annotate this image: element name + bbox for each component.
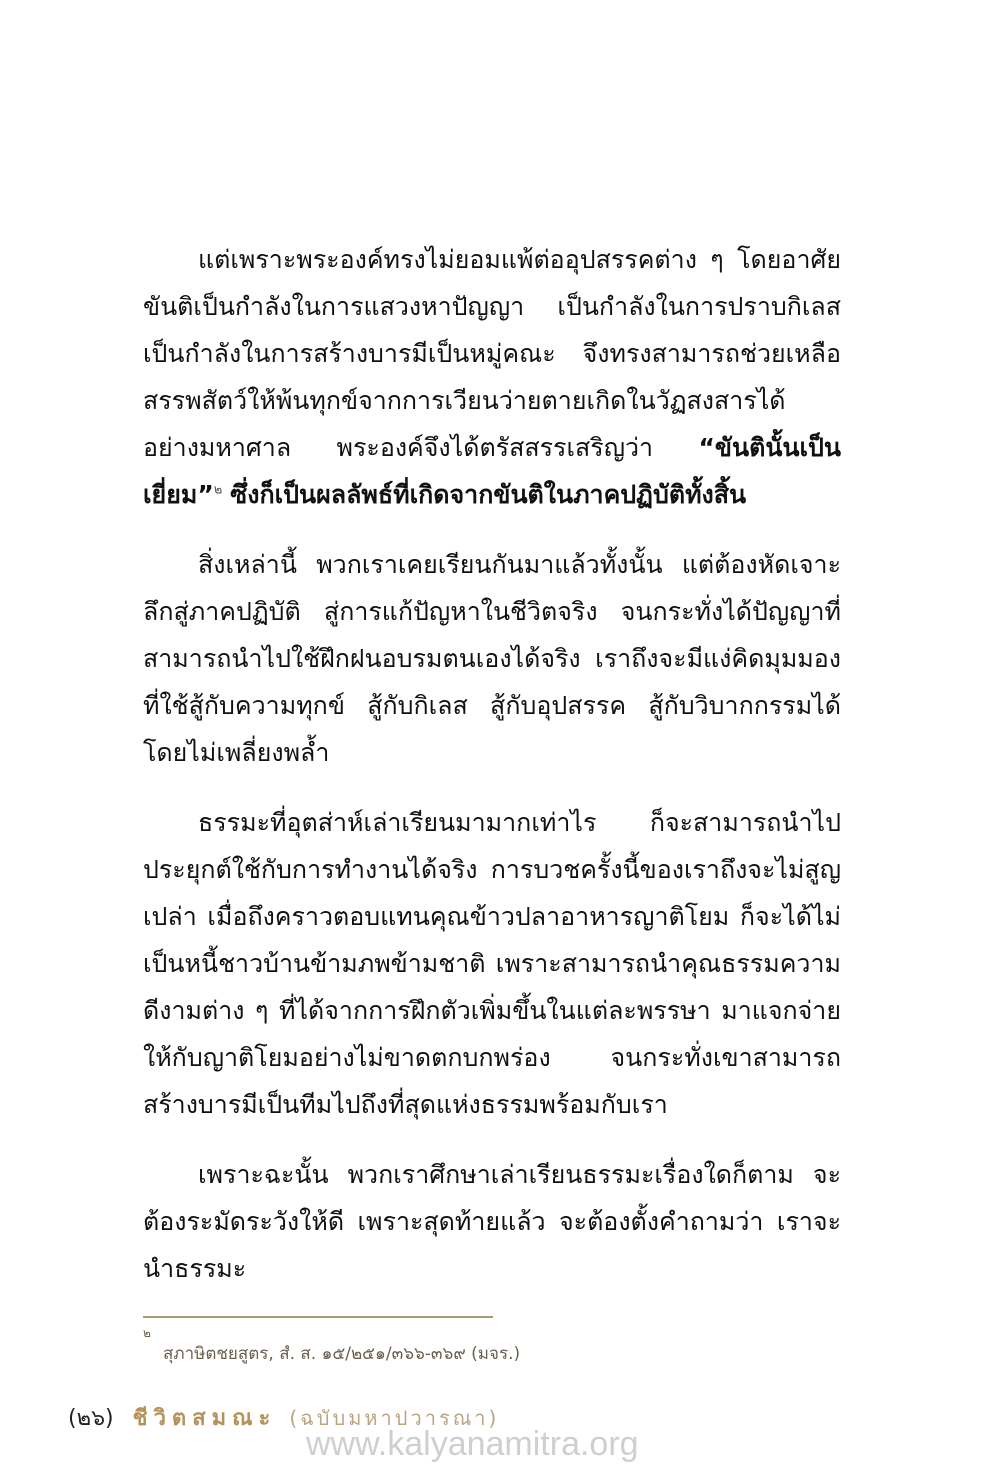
footnote-text: สุภาษิตชยสูตร, สํ. ส. ๑๕/๒๕๑/๓๖๖-๓๖๙ (มจร.) [163, 1344, 521, 1364]
paragraph-1-text: แต่เพราะพระองค์ทรงไม่ยอมแพ้ต่ออุปสรรคต่าง ๆ โดยอาศัยขันติเป็นกำลังในการแสวงหาปัญญา เป็นกำลังในการปราบกิเลส เป็นกำลังในการสร้างบารมีเป็นหมู่คณะ จึงทรงสามารถช่วยเหลือสรรพสัตว์ให้พ้นทุกข์จากการเวียนว่ายตายเกิดในวัฏสงสารได้อย่างมหาศาล พระองค์จึงได้ตรัสสรรเสริญว่า [143, 245, 841, 462]
book-title: ชีวิตสมณะ [132, 1406, 277, 1431]
paragraph-3: ธรรมะที่อุตส่าห์เล่าเรียนมามากเท่าไร ก็จะสามารถนำไปประยุกต์ใช้กับการทำงานได้จริง การบวชครั้งนี้ของเราถึงจะไม่สูญเปล่า เมื่อถึงคราวตอบแทนคุณข้าวปลาอาหารญาติโยม ก็จะได้ไม่เป็นหนี้ชาวบ้านข้ามภพข้ามชาติ เพราะสามารถนำคุณธรรมความดีงามต่าง ๆ ที่ได้จากการฝึกตัวเพิ่มขึ้นในแต่ละพรรษา มาแจกจ่ายให้กับญาติโยมอย่างไม่ขาดตกบกพร่อง จนกระทั่งเขาสามารถสร้างบารมีเป็นทีมไปถึงที่สุดแห่งธรรมพร้อมกับเรา [143, 808, 841, 1119]
paragraph-1-bold-tail: ซึ่งก็เป็นผลลัพธ์ที่เกิดจากขันติในภาคปฏิบัติทั้งสิ้น [230, 480, 747, 509]
paragraph-1 [143, 236, 841, 518]
watermark-url: www.kalyanamitra.org [306, 1425, 639, 1463]
footnote [143, 1326, 843, 1368]
body-text [143, 236, 841, 1315]
edition-label: (ฉบับมหาปวารณา) [289, 1406, 500, 1430]
page-number: (๒๖) [68, 1406, 114, 1431]
quote-bold: “ขันตินั้นเป็นเยี่ยม” [143, 433, 841, 509]
paragraph-2: สิ่งเหล่านี้ พวกเราเคยเรียนกันมาแล้วทั้งนั้น แต่ต้องหัดเจาะลึกสู่ภาคปฏิบัติ สู่การแก้ปัญหาในชีวิตจริง จนกระทั่งได้ปัญญาที่สามารถนำไปใช้ฝึกฝนอบรมตนเองได้จริง เราถึงจะมีแง่คิดมุมมองที่ใช้สู้กับความทุกข์ สู้กับกิเลส สู้กับอุปสรรค สู้กับวิบากกรรมได้โดยไม่เพลี่ยงพล้ำ [143, 550, 841, 767]
footnote-reference: ๒ [213, 482, 223, 498]
footnote-mark: ๒ [143, 1326, 151, 1340]
paragraph-4: เพราะฉะนั้น พวกเราศึกษาเล่าเรียนธรรมะเรื่องใดก็ตาม จะต้องระมัดระวังให้ดี เพราะสุดท้ายแล้ว จะต้องตั้งคำถามว่า เราจะนำธรรมะ [143, 1160, 841, 1283]
footnote-divider [143, 1316, 493, 1318]
